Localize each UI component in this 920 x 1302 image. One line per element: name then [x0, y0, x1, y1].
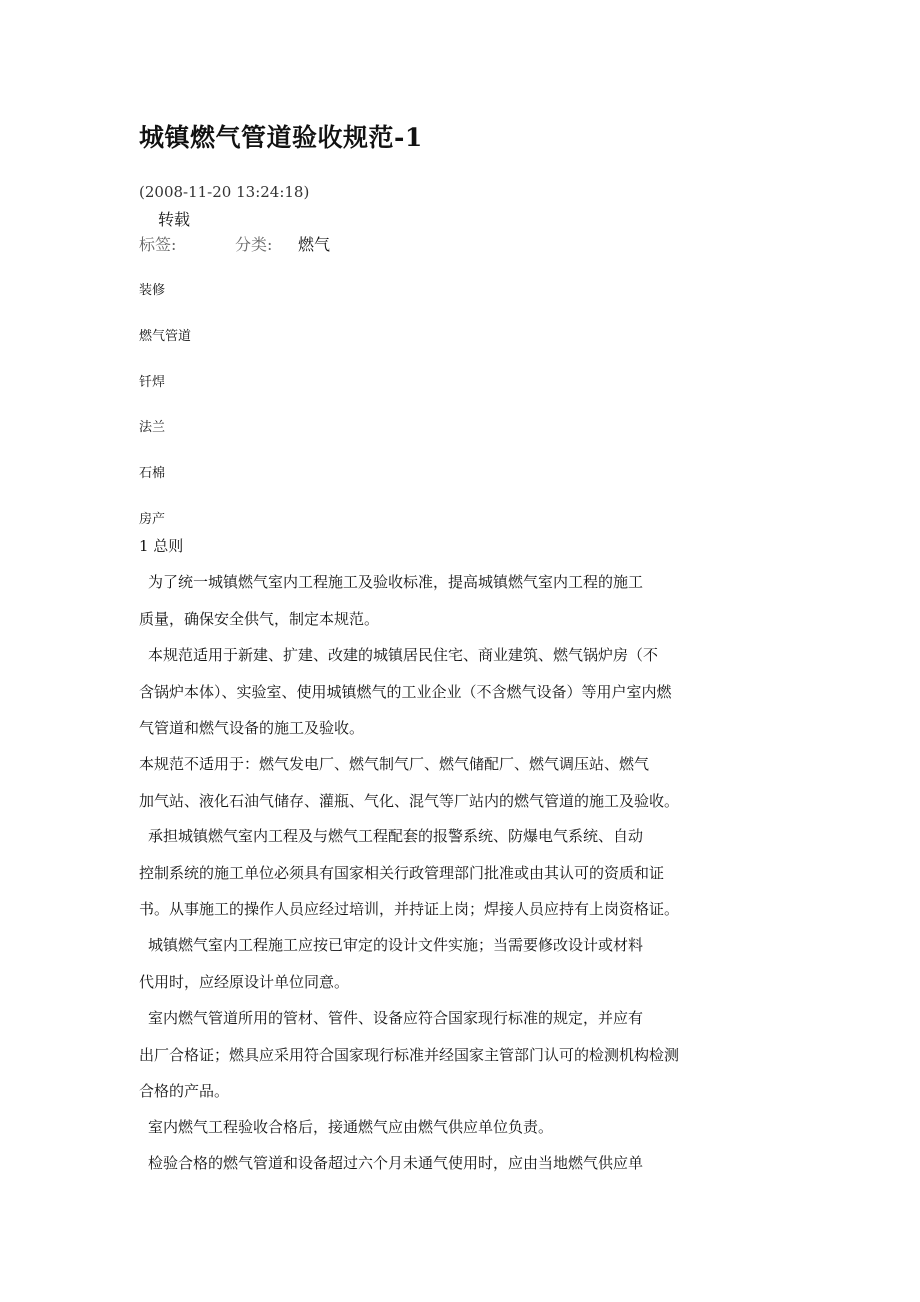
paragraph-line: 气管道和燃气设备的施工及验收。	[139, 719, 365, 737]
category-label: 分类:	[235, 235, 273, 254]
tags-label: 标签:	[139, 235, 177, 254]
page-title: 城镇燃气管道验收规范-1	[139, 123, 423, 152]
paragraph-line: 加气站、液化石油气储存、灌瓶、气化、混气等厂站内的燃气管道的施工及验收。	[139, 791, 680, 810]
paragraph	[139, 754, 739, 827]
paragraph-line: 检验合格的燃气管道和设备超过六个月未通气使用时，应由当地燃气供应单	[148, 1154, 644, 1172]
paragraph	[139, 645, 739, 755]
paragraph-line: 室内燃气工程验收合格后，接通燃气应由燃气供应单位负责。	[148, 1118, 554, 1136]
paragraph-line: 书。从事施工的操作人员应经过培训，并持证上岗；焊接人员应持有上岗资格证。	[139, 900, 680, 918]
paragraph	[139, 1008, 739, 1118]
paragraph-line: 本规范不适用于：燃气发电厂、燃气制气厂、燃气储配厂、燃气调压站、燃气	[139, 755, 650, 773]
paragraph-line: 控制系统的施工单位必须具有国家相关行政管理部门批准或由其认可的资质和证	[139, 863, 665, 882]
section-heading: 1 总则	[139, 537, 184, 555]
paragraph-line: 承担城镇燃气室内工程及与燃气工程配套的报警系统、防爆电气系统、自动	[148, 827, 644, 845]
repost-label: 转载	[158, 210, 191, 229]
tag-link[interactable]: 法兰	[139, 420, 166, 435]
paragraph-line: 合格的产品。	[139, 1082, 230, 1100]
paragraph	[139, 1153, 739, 1190]
tag-link[interactable]: 装修	[139, 283, 166, 298]
paragraph-line: 代用时，应经原设计单位同意。	[139, 972, 350, 991]
paragraph	[139, 935, 739, 1008]
post-date: (2008-11-20 13:24:18)	[139, 183, 310, 201]
tag-link[interactable]: 石棉	[139, 466, 166, 481]
paragraph-line: 含锅炉本体）、实验室、使用城镇燃气的工业企业（不含燃气设备）等用户室内燃	[139, 682, 672, 701]
tag-link[interactable]: 燃气管道	[139, 329, 192, 344]
category-link[interactable]: 燃气	[298, 235, 331, 254]
tag-link[interactable]: 钎焊	[139, 375, 166, 390]
paragraph-line: 出厂合格证；燃具应采用符合国家现行标准并经国家主管部门认可的检测机构检测	[139, 1045, 680, 1064]
paragraph-line: 室内燃气管道所用的管材、管件、设备应符合国家现行标准的规定，并应有	[148, 1009, 644, 1027]
paragraph-line: 本规范适用于新建、扩建、改建的城镇居民住宅、商业建筑、燃气锅炉房（不	[148, 646, 659, 664]
tag-link[interactable]: 房产	[139, 512, 166, 527]
paragraph-line: 城镇燃气室内工程施工应按已审定的设计文件实施；当需要修改设计或材料	[148, 936, 644, 954]
paragraph-line: 质量，确保安全供气，制定本规范。	[139, 609, 380, 628]
meta-row	[139, 232, 330, 255]
paragraph	[139, 826, 739, 936]
paragraph	[139, 572, 739, 645]
paragraph	[139, 1117, 739, 1154]
paragraph-line: 为了统一城镇燃气室内工程施工及验收标准，提高城镇燃气室内工程的施工	[148, 573, 644, 591]
